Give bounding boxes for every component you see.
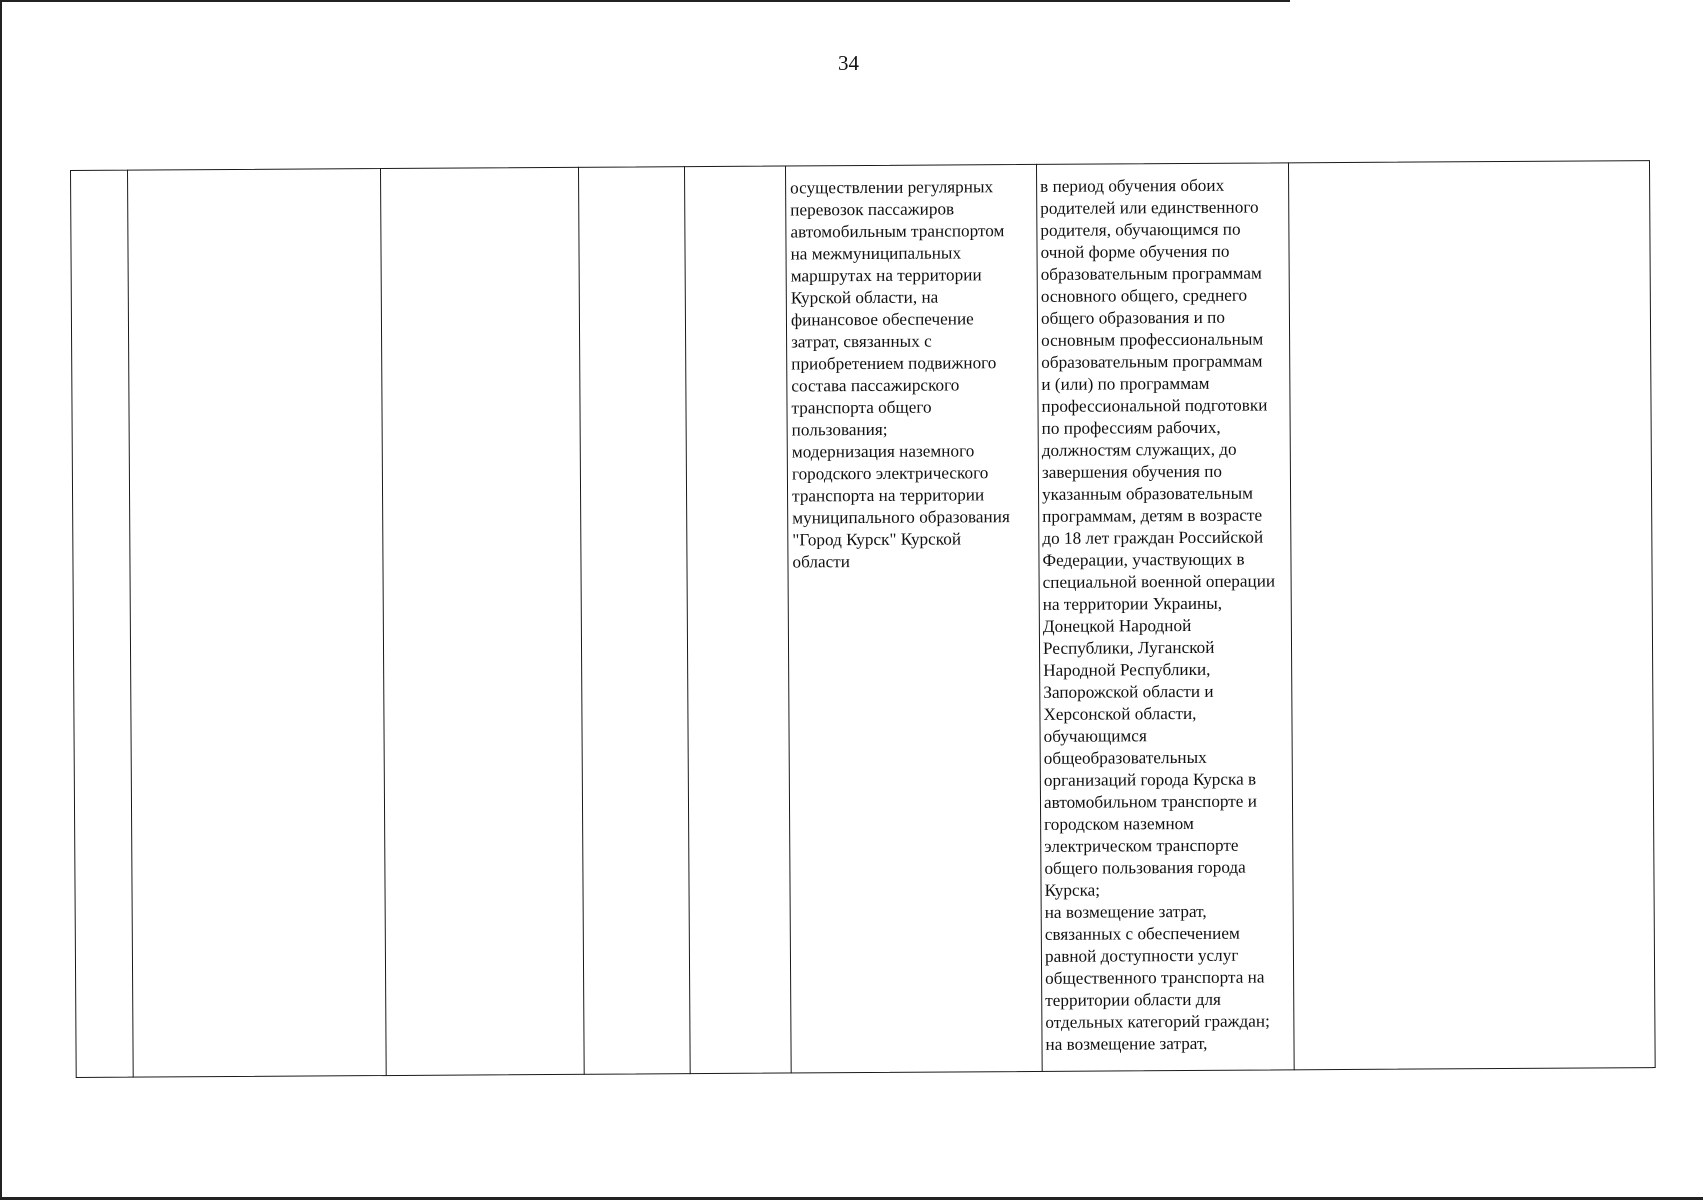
document-table [70,160,1656,1078]
scan-border-left [0,0,2,1200]
table-cell-col6: осуществлении регулярных перевозок пассажиров автомобильным транспортом на межмуниципальных маршрутах на территории Курской области, на финансовое обеспечение затрат, связанных с приобретением подвижного состава пассажирского транспорта общего пользования; модернизация наземного городского электрического транспорта на территории муниципального образования "Город Курск" Курской области [790,177,1010,572]
page-number: 34 [838,51,859,75]
scan-border-top [0,0,1290,2]
table-cell-col7: в период обучения обоих родителей или единственного родителя, обучающимся по очной форме обучения по образовательным программам основного общего, среднего общего образования и по основным профессиональным образовательным программам и (или) по программам профессиональной подготовки по профессиям рабочих, должностям служащих, до завершения обучения по указанным образовательным программам, детям в возрасте до 18 лет граждан Российской Федерации, участвующих в специальной военной операции на территории Украины, Донецкой Народной Республики, Луганской Народной Республики, Запорожской области и Херсонской области, обучающимся общеобразовательных организаций города Курска в автомобильном транспорте и городском наземном электрическом транспорте общего пользования города Курска; на возмещение затрат, связанных с обеспечением равной доступности услуг общественного транспорта на территории области для отдельных категорий граждан; на возмещение затрат, [1040,175,1276,1054]
